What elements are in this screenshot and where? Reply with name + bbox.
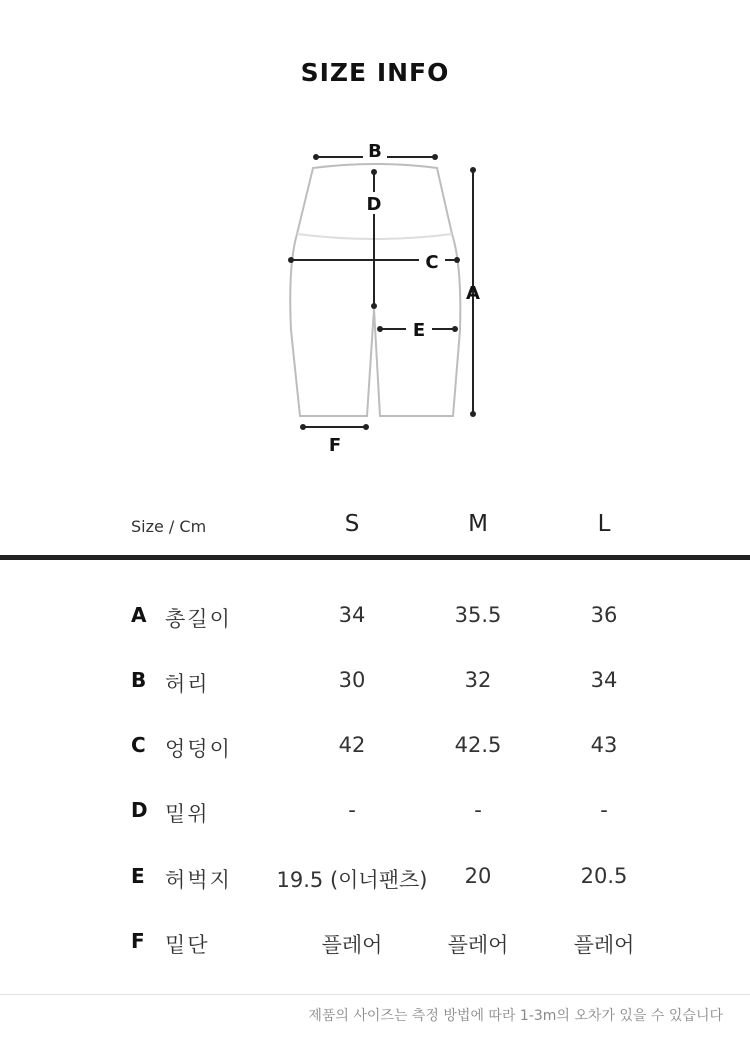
row-name: 밑위 <box>165 802 210 826</box>
row-key: A <box>131 603 147 627</box>
row-key: E <box>131 864 145 888</box>
footer-divider <box>0 994 750 995</box>
value-m: - <box>474 798 482 822</box>
value-m: 35.5 <box>454 603 502 627</box>
row-key: F <box>131 929 145 953</box>
value-l: 34 <box>590 668 618 692</box>
value-s: 34 <box>338 603 366 627</box>
value-m: 32 <box>464 668 492 692</box>
label-b: B <box>368 141 382 162</box>
row-name: 허리 <box>165 672 210 696</box>
shorts-measurement-diagram <box>0 0 750 470</box>
label-d: D <box>366 194 382 215</box>
value-s: 30 <box>338 668 366 692</box>
table-row <box>0 660 750 700</box>
row-name: 총길이 <box>165 607 232 631</box>
label-a: A <box>466 283 480 304</box>
table-row <box>0 921 750 961</box>
measurement-disclaimer: 제품의 사이즈는 측정 방법에 따라 1-3m의 오차가 있을 수 있습니다 <box>308 1008 723 1024</box>
value-s: - <box>348 798 356 822</box>
value-l: - <box>600 798 608 822</box>
column-l: L <box>597 511 611 537</box>
row-name: 허벅지 <box>165 868 232 892</box>
column-s: S <box>344 511 360 537</box>
value-l: 플레어 <box>573 933 635 957</box>
value-m: 플레어 <box>447 933 509 957</box>
label-c: C <box>425 252 439 273</box>
value-s: 19.5 (이너팬츠) <box>276 868 428 892</box>
row-key: D <box>131 798 148 822</box>
value-s: 플레어 <box>321 933 383 957</box>
value-l: 43 <box>590 733 618 757</box>
row-name: 엉덩이 <box>165 737 232 761</box>
value-l: 20.5 <box>580 864 628 888</box>
column-m: M <box>468 511 488 537</box>
table-row <box>0 790 750 830</box>
value-m: 42.5 <box>454 733 502 757</box>
value-s: 42 <box>338 733 366 757</box>
row-key: C <box>131 733 146 757</box>
row-name: 밑단 <box>165 933 210 957</box>
header-divider <box>0 555 750 560</box>
table-row <box>0 595 750 635</box>
table-row <box>0 725 750 765</box>
value-l: 36 <box>590 603 618 627</box>
table-row <box>0 856 750 896</box>
row-key: B <box>131 668 147 692</box>
size-table-header <box>0 505 750 545</box>
label-f: F <box>328 435 342 456</box>
value-m: 20 <box>464 864 492 888</box>
unit-caption: Size / Cm <box>131 517 207 536</box>
label-e: E <box>412 320 426 341</box>
page-title: SIZE INFO <box>300 58 450 87</box>
